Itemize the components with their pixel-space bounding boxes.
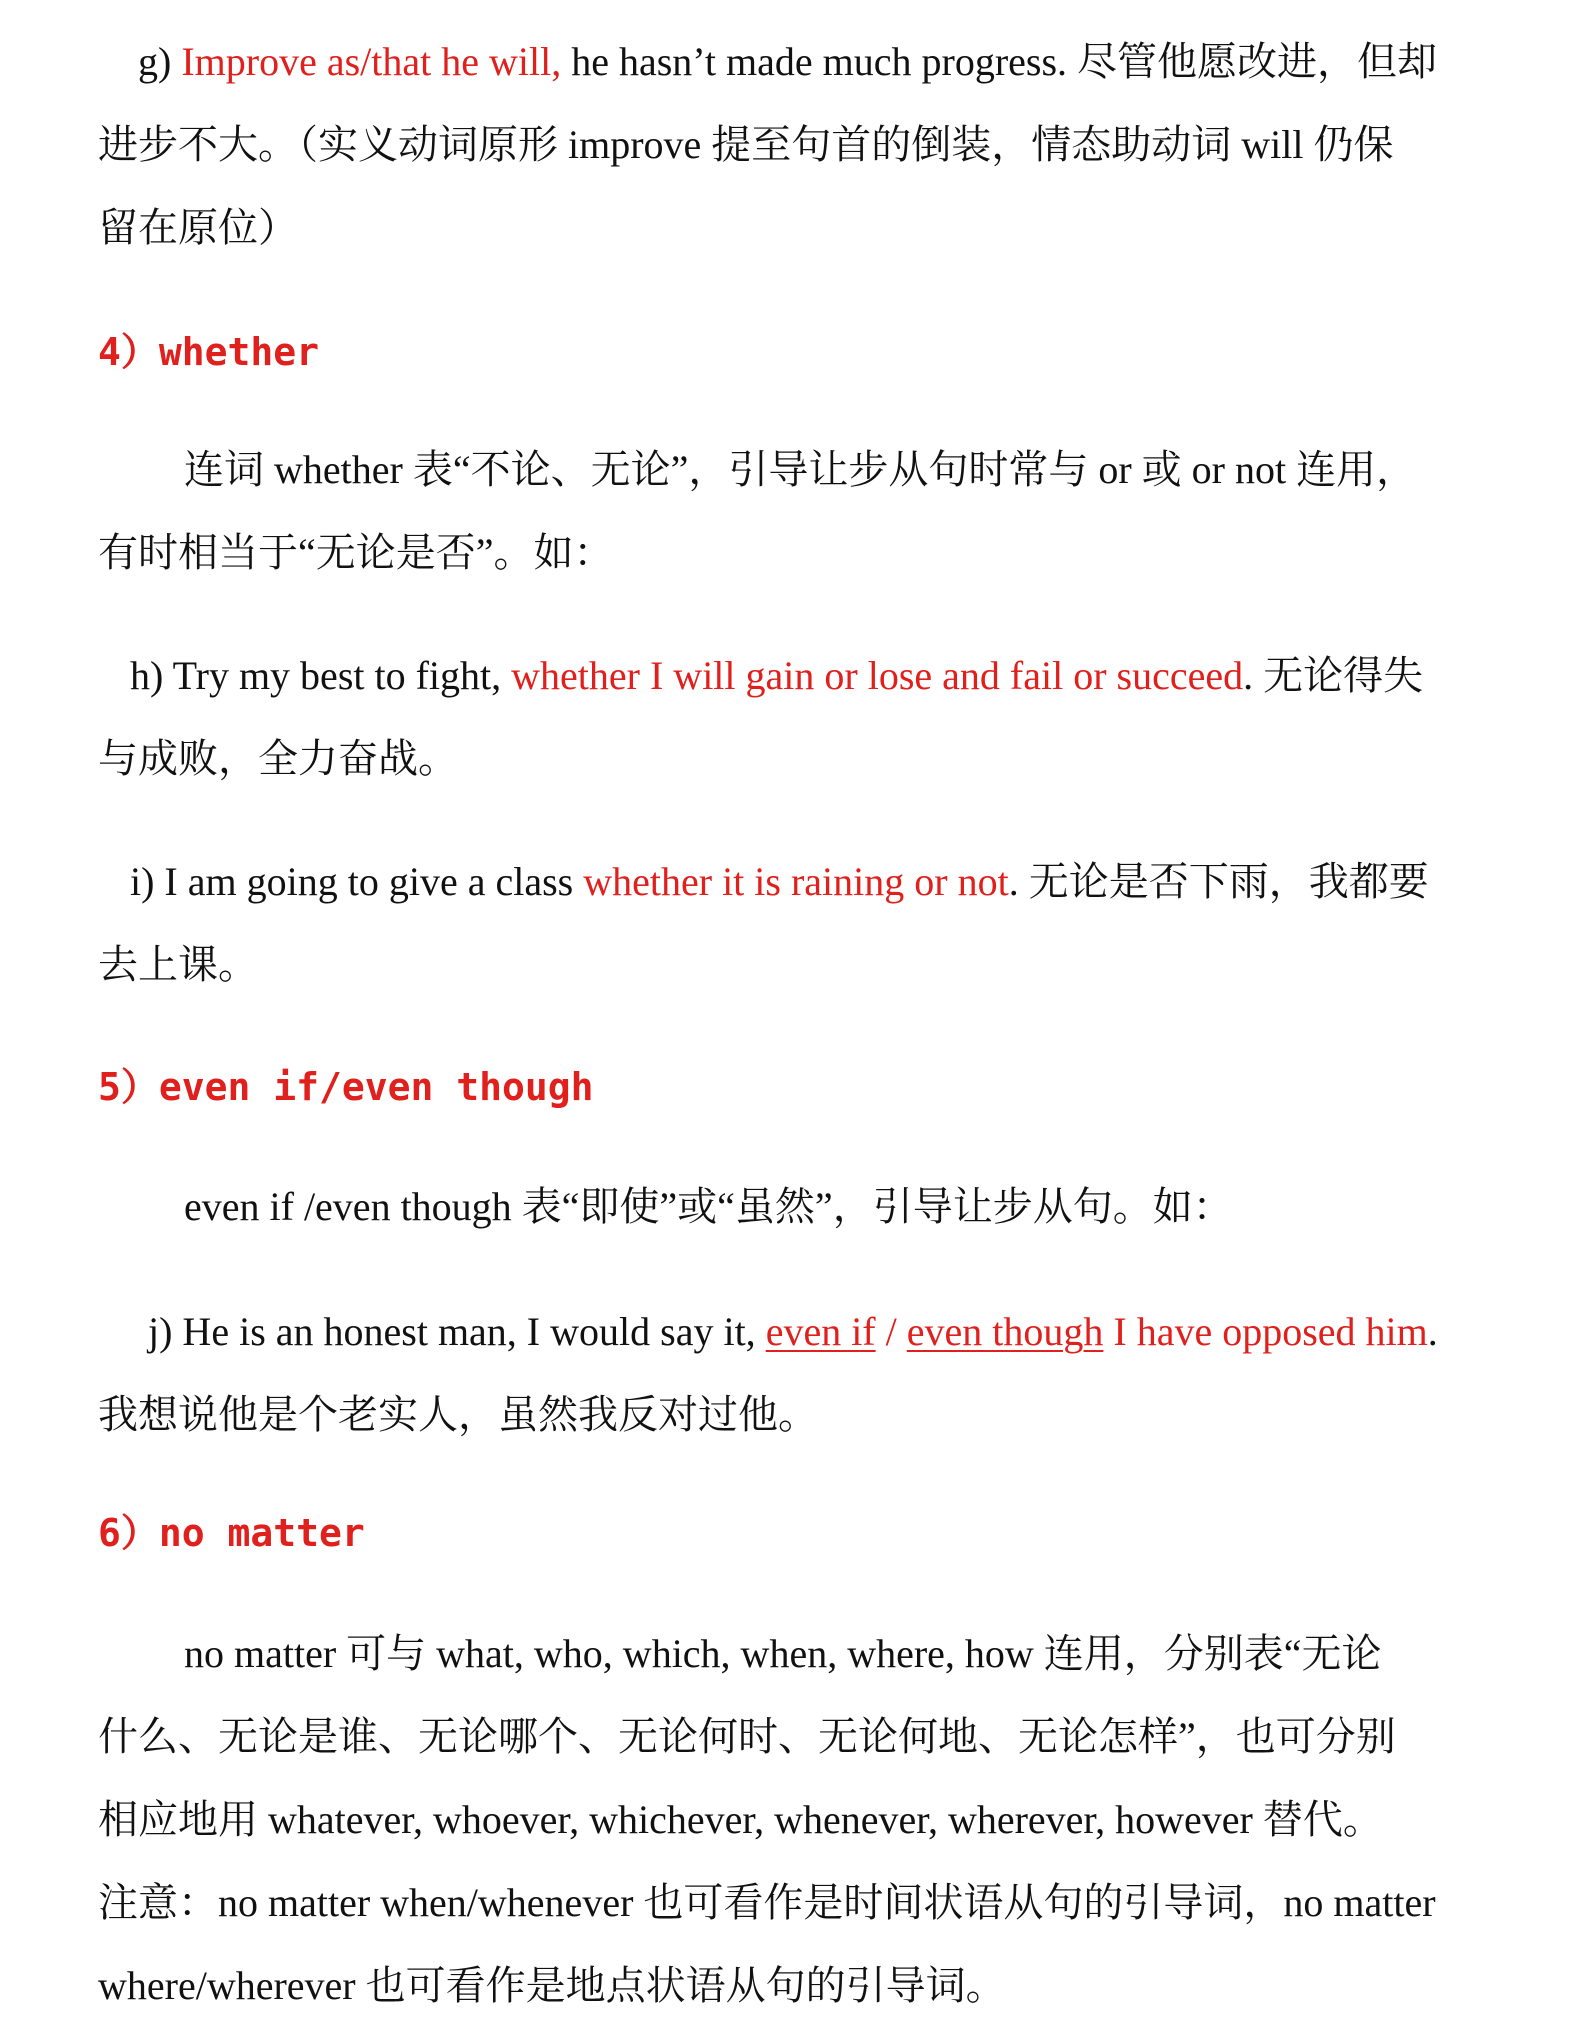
example-i-line-1: [130, 859, 1429, 904]
example-h-red-clause: whether I will gain or lose and fail or succeed: [511, 653, 1244, 698]
example-g-line-1: [138, 39, 1438, 84]
example-j-line-1: [148, 1309, 1438, 1354]
example-h-line-1: [130, 653, 1424, 698]
example-i-line-2: 去上课。: [98, 942, 258, 987]
section-no-matter-para-line-4: 注意：no matter when/whenever 也可看作是时间状语从句的引导词，no matter: [98, 1880, 1436, 1925]
example-j-suffix: .: [1427, 1309, 1438, 1354]
example-j-prefix: j) He is an honest man, I would say it,: [148, 1309, 766, 1354]
section-whether-para-line-2: 有时相当于“无论是否”。如：: [98, 530, 614, 575]
example-i-prefix: i) I am going to give a class: [130, 859, 584, 904]
section-no-matter-para-line-2: 什么、无论是谁、无论哪个、无论何时、无论何地、无论怎样”，也可分别: [98, 1714, 1396, 1759]
example-i-red-clause: whether it is raining or not: [583, 859, 1009, 904]
example-j-red-tail: I have opposed him: [1103, 1309, 1428, 1354]
example-g-line-2: 进步不大。（实义动词原形 improve 提至句首的倒装，情态助动词 will 仍保: [98, 122, 1394, 167]
example-g-red-clause: Improve as/that he will,: [181, 39, 562, 84]
example-h-prefix: h) Try my best to fight,: [130, 653, 512, 698]
section-no-matter-para-line-3: 相应地用 whatever, whoever, whichever, whenever, wherever, however 替代。: [98, 1797, 1383, 1842]
section-whether-para-line-1: 连词 whether 表“不论、无论”，引导让步从句时常与 or 或 or not 连用，: [184, 447, 1417, 492]
section-no-matter-para-line-1: no matter 可与 what, who, which, when, where, how 连用，分别表“无论: [184, 1631, 1382, 1676]
example-j-underline-even-though: even though: [906, 1309, 1104, 1354]
example-j-underline-even-if: even if: [765, 1309, 876, 1354]
example-h-line-2: 与成败，全力奋战。: [98, 736, 458, 781]
example-i-suffix: . 无论是否下雨，我都要: [1008, 859, 1429, 904]
example-j-line-2: 我想说他是个老实人，虽然我反对过他。: [98, 1392, 818, 1437]
example-g-line-3: 留在原位）: [98, 205, 298, 250]
section-even-if-para: even if /even though 表“即使”或“虽然”，引导让步从句。如：: [184, 1184, 1233, 1229]
example-g-rest: he hasn’t made much progress. 尽管他愿改进，但却: [561, 39, 1438, 84]
example-h-suffix: . 无论得失: [1243, 653, 1424, 698]
section-heading-no-matter: 6）no matter: [98, 1511, 365, 1555]
section-heading-whether: 4）whether: [98, 330, 320, 374]
example-g-marker: g): [138, 39, 182, 84]
section-no-matter-para-line-5: where/wherever 也可看作是地点状语从句的引导词。: [98, 1963, 1006, 2008]
section-heading-even-if: 5）even if/even though: [98, 1065, 594, 1109]
example-j-separator: /: [875, 1309, 907, 1354]
